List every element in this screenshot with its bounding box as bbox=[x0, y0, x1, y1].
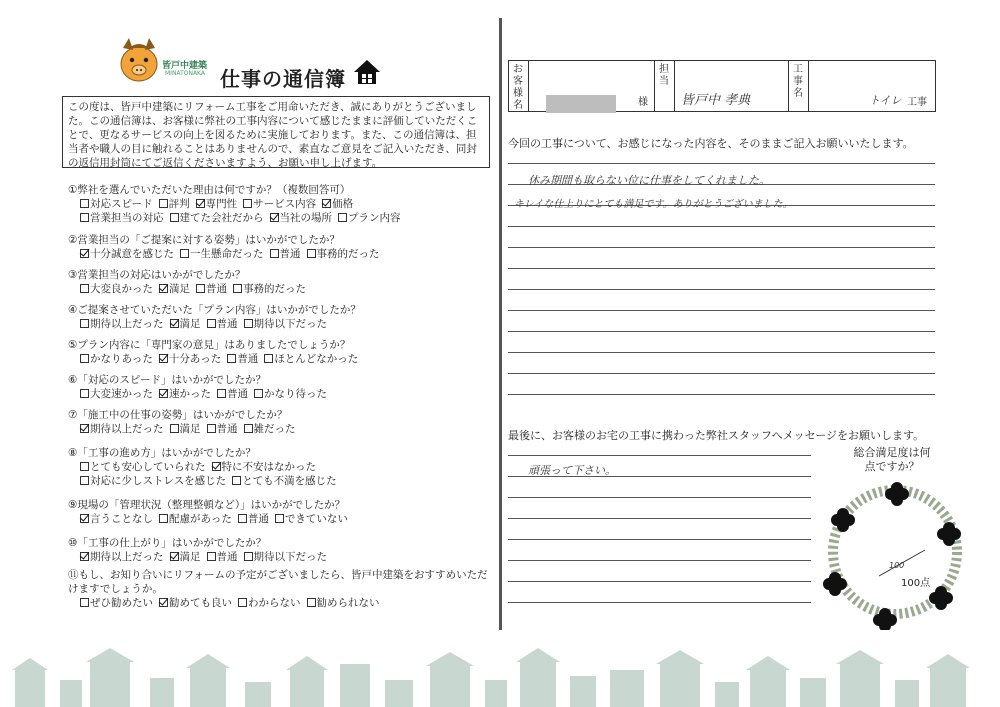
checkbox-checked[interactable] bbox=[80, 249, 89, 258]
checkbox[interactable] bbox=[80, 462, 89, 471]
option-label: かなりあった bbox=[90, 353, 153, 365]
company-logo-subtext: MINATONAKA bbox=[165, 70, 205, 77]
option[interactable] bbox=[180, 248, 264, 260]
ruled-line bbox=[508, 602, 811, 603]
option-label: 雑だった bbox=[253, 423, 296, 435]
option-label: 満足 bbox=[169, 283, 190, 295]
checkbox-checked[interactable] bbox=[196, 199, 205, 208]
option-label: 一生懸命だった bbox=[190, 248, 264, 260]
work-label-cell bbox=[789, 61, 809, 111]
option-label: プラン内容 bbox=[348, 212, 401, 224]
option-label: 配慮があった bbox=[169, 513, 232, 525]
option[interactable] bbox=[196, 283, 227, 295]
question-title: ⑦「施工中の仕事の姿勢」はいかがでしたか？ bbox=[68, 409, 288, 421]
ruled-line bbox=[508, 373, 935, 374]
option[interactable] bbox=[80, 388, 153, 400]
option[interactable] bbox=[232, 475, 337, 487]
option[interactable] bbox=[159, 283, 190, 295]
option[interactable] bbox=[80, 551, 164, 563]
redacted-customer-name bbox=[546, 95, 616, 113]
option-label: 対応スピード bbox=[90, 198, 153, 210]
option[interactable] bbox=[233, 283, 306, 295]
option[interactable] bbox=[307, 248, 380, 260]
checkbox[interactable] bbox=[243, 199, 252, 208]
score-handwritten: 100 bbox=[889, 561, 905, 570]
option-row bbox=[68, 247, 386, 261]
option[interactable] bbox=[159, 388, 211, 400]
checkbox[interactable] bbox=[80, 389, 89, 398]
question-title: ⑨現場の「管理状況（整理整頓など）」はいかがでしたか？ bbox=[68, 499, 346, 511]
option-label: 建てた会社だから bbox=[179, 212, 264, 224]
option[interactable] bbox=[244, 423, 296, 435]
option[interactable] bbox=[170, 551, 201, 563]
comment-handwritten-line-1: 休み期間も取らない位に仕事をしてくれました。 bbox=[528, 174, 770, 187]
option-label: 普通 bbox=[279, 248, 301, 260]
question-title: ⑩「工事の仕上がり」はいかがでしたか？ bbox=[68, 537, 267, 549]
checkbox[interactable] bbox=[207, 552, 216, 561]
checkbox[interactable] bbox=[80, 354, 89, 363]
option-row bbox=[68, 550, 333, 564]
checkbox-checked[interactable] bbox=[80, 514, 89, 523]
option-label: 普通 bbox=[216, 318, 238, 330]
option[interactable] bbox=[159, 198, 190, 210]
option-label: ぜひ勧めたい bbox=[90, 597, 153, 609]
option-label: できていない bbox=[284, 513, 348, 525]
option-label: 特に不安はなかった bbox=[221, 461, 316, 473]
option[interactable] bbox=[338, 212, 401, 224]
intro-text-box: この度は、皆戸中建築にリフォーム工事をご用命いただき、誠にありがとうございました。この通信簿は、お客様に弊社の工事内容について感じたままに評価していただくことで、更なるサービスの向上を図るために実施しております。また、この通信簿は、担当者や職人の目に触れることはありませんので、素直なご意見をご記入いただき、同封の返信用封筒にてご返信くださいますよう、お願い申し上げます。 bbox=[62, 96, 490, 168]
honorific-label: 様 bbox=[638, 97, 648, 108]
checkbox-checked[interactable] bbox=[80, 552, 89, 561]
option[interactable] bbox=[270, 248, 301, 260]
checkbox[interactable] bbox=[244, 424, 253, 433]
question-10 bbox=[68, 536, 333, 564]
option[interactable] bbox=[307, 597, 380, 609]
question-5 bbox=[68, 338, 364, 366]
option-label: 対応に少しストレスを感じた bbox=[90, 475, 227, 487]
checkbox[interactable] bbox=[170, 424, 179, 433]
comment-prompt: 今回の工事について、お感じになった内容を、そのままご記入お願いいたします。 bbox=[508, 137, 914, 150]
page-title: 仕事の通信簿 bbox=[220, 67, 346, 91]
ruled-line bbox=[508, 352, 935, 353]
ruled-line bbox=[508, 331, 935, 332]
staff-label: 担当 bbox=[659, 64, 669, 87]
ruled-line bbox=[508, 289, 935, 290]
option-label: 大変速かった bbox=[90, 388, 153, 400]
checkbox[interactable] bbox=[270, 249, 279, 258]
checkbox[interactable] bbox=[307, 249, 316, 258]
option[interactable] bbox=[80, 248, 174, 260]
checkbox[interactable] bbox=[238, 514, 247, 523]
option-label: 十分あった bbox=[168, 353, 222, 365]
checkbox-checked[interactable] bbox=[159, 598, 168, 607]
checkbox[interactable] bbox=[338, 213, 347, 222]
option[interactable] bbox=[80, 198, 153, 210]
checkbox[interactable] bbox=[80, 476, 89, 485]
option[interactable] bbox=[80, 212, 164, 224]
option[interactable] bbox=[227, 353, 258, 365]
question-4 bbox=[68, 303, 361, 331]
option-label: 事務的だった bbox=[316, 248, 380, 260]
option-label: 期待以下だった bbox=[253, 318, 327, 330]
option-label: 当社の場所 bbox=[279, 212, 332, 224]
work-suffix-label: 工事 bbox=[907, 97, 927, 108]
option[interactable] bbox=[80, 475, 226, 487]
checkbox[interactable] bbox=[80, 213, 89, 222]
option[interactable] bbox=[80, 597, 153, 609]
ruled-line bbox=[508, 268, 935, 269]
option[interactable] bbox=[159, 513, 232, 525]
question-title: ①弊社を選んでいただいた理由は何ですか？（複数回答可） bbox=[68, 184, 351, 196]
option-label: 普通 bbox=[247, 513, 269, 525]
ruled-line bbox=[508, 560, 811, 561]
checkbox[interactable] bbox=[244, 319, 253, 328]
option-row bbox=[68, 211, 407, 225]
question-6 bbox=[68, 373, 333, 401]
option-label: とても安心していられた bbox=[90, 461, 206, 473]
option-label: 期待以上だった bbox=[90, 318, 164, 330]
option-label: かなり待った bbox=[264, 388, 327, 400]
checkbox[interactable] bbox=[232, 476, 241, 485]
question-7 bbox=[68, 408, 302, 436]
option[interactable] bbox=[238, 513, 269, 525]
work-label: 工事名 bbox=[793, 64, 803, 99]
option-row bbox=[68, 282, 312, 296]
option-label: とても不満を感じた bbox=[242, 475, 337, 487]
page-fold-divider bbox=[499, 18, 502, 630]
checkbox-checked[interactable] bbox=[80, 424, 89, 433]
option[interactable] bbox=[170, 212, 264, 224]
option[interactable] bbox=[207, 423, 238, 435]
checkbox[interactable] bbox=[170, 213, 179, 222]
question-title: ⑤プラン内容に「専門家の意見」はありましたでしょうか？ bbox=[68, 339, 351, 351]
checkbox[interactable] bbox=[159, 514, 168, 523]
option-row bbox=[68, 387, 333, 401]
checkbox[interactable] bbox=[207, 319, 216, 328]
option[interactable] bbox=[244, 551, 328, 563]
option[interactable] bbox=[170, 423, 201, 435]
score-printed-label: 100点 bbox=[901, 578, 931, 589]
flower-wreath-icon bbox=[815, 470, 975, 630]
option-row bbox=[68, 422, 302, 436]
option[interactable] bbox=[322, 198, 353, 210]
option[interactable] bbox=[159, 353, 221, 365]
checkbox[interactable] bbox=[180, 249, 189, 258]
option-row bbox=[68, 474, 343, 488]
option[interactable] bbox=[159, 597, 232, 609]
option-label: 十分誠意を感じた bbox=[90, 248, 174, 260]
option[interactable] bbox=[80, 461, 206, 473]
option[interactable] bbox=[244, 318, 328, 330]
option-label: 大変良かった bbox=[90, 283, 153, 295]
option-label: 勧めても良い bbox=[169, 597, 232, 609]
ruled-line bbox=[508, 455, 811, 456]
option-label: 期待以下だった bbox=[253, 551, 327, 563]
option[interactable] bbox=[270, 212, 333, 224]
option[interactable] bbox=[80, 423, 164, 435]
checkbox-checked[interactable] bbox=[159, 354, 168, 363]
option[interactable] bbox=[238, 597, 301, 609]
checkbox[interactable] bbox=[217, 389, 226, 398]
option-row bbox=[68, 317, 361, 331]
option[interactable] bbox=[243, 198, 316, 210]
question-title: ④ご提案させていただいた「プラン内容」はいかがでしたか？ bbox=[68, 304, 361, 316]
staff-name-cell bbox=[675, 61, 789, 111]
question-2 bbox=[68, 233, 386, 261]
ruled-line bbox=[508, 163, 935, 164]
message-handwritten: 頑張って下さい。 bbox=[528, 464, 616, 477]
checkbox[interactable] bbox=[254, 389, 263, 398]
question-title: ⑥「対応のスピード」はいかがでしたか？ bbox=[68, 374, 266, 386]
option-row bbox=[68, 197, 407, 211]
question-title: ⑪もし、お知り合いにリフォームの予定がございましたら、皆戸中建築をおすすめいただけますでしょうか。 bbox=[68, 569, 488, 595]
option-label: 普通 bbox=[216, 551, 238, 563]
option-row bbox=[68, 460, 343, 474]
checkbox-checked[interactable] bbox=[170, 552, 179, 561]
ruled-line bbox=[508, 581, 811, 582]
option-row bbox=[68, 352, 364, 366]
work-name-cell bbox=[809, 61, 935, 111]
checkbox[interactable] bbox=[196, 284, 205, 293]
option-label: 評判 bbox=[168, 198, 190, 210]
checkbox-checked[interactable] bbox=[159, 389, 168, 398]
option[interactable] bbox=[254, 388, 327, 400]
house-icon bbox=[352, 58, 382, 86]
option-label: サービス内容 bbox=[253, 198, 317, 210]
option[interactable] bbox=[275, 513, 348, 525]
option-row bbox=[68, 512, 354, 526]
staff-label-cell bbox=[655, 61, 675, 111]
ruled-line bbox=[508, 518, 811, 519]
option-label: 価格 bbox=[332, 198, 354, 210]
checkbox-checked[interactable] bbox=[159, 284, 168, 293]
ruled-line bbox=[508, 497, 811, 498]
checkbox[interactable] bbox=[159, 199, 168, 208]
customer-label-cell bbox=[509, 61, 529, 111]
question-title: ②営業担当の「ご提案に対する姿勢」はいかがでしたか？ bbox=[68, 234, 340, 246]
customer-label: お客様名 bbox=[513, 64, 523, 111]
checkbox[interactable] bbox=[80, 284, 89, 293]
boar-mascot-icon bbox=[115, 34, 163, 84]
checkbox[interactable] bbox=[307, 598, 316, 607]
option-label: 満足 bbox=[179, 551, 201, 563]
option[interactable] bbox=[80, 318, 164, 330]
question-title: ⑧「工事の進め方」はいかがでしたか？ bbox=[68, 447, 256, 459]
ruled-line bbox=[508, 394, 935, 395]
option-label: 満足 bbox=[179, 318, 201, 330]
checkbox[interactable] bbox=[238, 598, 247, 607]
option-row bbox=[68, 596, 488, 610]
ruled-line bbox=[508, 539, 811, 540]
option-label: わからない bbox=[248, 597, 301, 609]
company-logo-text: 皆戸中建築 bbox=[162, 61, 208, 71]
option[interactable] bbox=[196, 198, 238, 210]
town-skyline-decoration bbox=[0, 640, 1000, 707]
option-label: 普通 bbox=[237, 353, 259, 365]
staff-name-handwritten: 皆戸中 孝典 bbox=[681, 93, 751, 108]
checkbox[interactable] bbox=[227, 354, 236, 363]
option-label: 専門性 bbox=[205, 198, 238, 210]
question-9 bbox=[68, 498, 354, 526]
question-title: ③営業担当の対応はいかがでしたか？ bbox=[68, 269, 246, 281]
option-label: 速かった bbox=[169, 388, 211, 400]
option[interactable] bbox=[80, 353, 153, 365]
checkbox-checked[interactable] bbox=[170, 319, 179, 328]
work-name-handwritten: トイレ bbox=[869, 94, 902, 107]
checkbox[interactable] bbox=[80, 319, 89, 328]
option[interactable] bbox=[170, 318, 201, 330]
checkbox[interactable] bbox=[80, 598, 89, 607]
checkbox[interactable] bbox=[275, 514, 284, 523]
option[interactable] bbox=[207, 318, 238, 330]
option[interactable] bbox=[217, 388, 248, 400]
option[interactable] bbox=[212, 461, 317, 473]
message-prompt: 最後に、お客様のお宅の工事に携わった弊社スタッフへメッセージをお願いします。 bbox=[508, 429, 925, 442]
option[interactable] bbox=[80, 283, 153, 295]
checkbox[interactable] bbox=[233, 284, 242, 293]
checkbox-checked[interactable] bbox=[322, 199, 331, 208]
question-3 bbox=[68, 268, 312, 296]
option-label: 期待以上だった bbox=[90, 551, 164, 563]
comment-handwritten-line-2: キレイな仕上りにとても満足です。ありがとうございました。 bbox=[514, 199, 793, 210]
option-label: ほとんどなかった bbox=[274, 353, 359, 365]
option-label: 勧められない bbox=[316, 597, 380, 609]
ruled-line bbox=[508, 310, 935, 311]
option-label: 普通 bbox=[227, 388, 248, 400]
option-label: 期待以上だった bbox=[90, 423, 164, 435]
option-label: 営業担当の対応 bbox=[90, 212, 164, 224]
option-label: 満足 bbox=[179, 423, 201, 435]
ruled-line bbox=[508, 247, 935, 248]
checkbox[interactable] bbox=[244, 552, 253, 561]
checkbox[interactable] bbox=[80, 199, 89, 208]
option[interactable] bbox=[264, 353, 358, 365]
question-1 bbox=[68, 183, 407, 225]
checkbox-checked[interactable] bbox=[270, 213, 279, 222]
option-label: 言うことなし bbox=[90, 513, 153, 525]
option-label: 普通 bbox=[206, 283, 227, 295]
option[interactable] bbox=[80, 513, 153, 525]
question-11 bbox=[68, 568, 488, 610]
checkbox-checked[interactable] bbox=[212, 462, 221, 471]
option[interactable] bbox=[207, 551, 238, 563]
ruled-line bbox=[508, 226, 935, 227]
option-label: 普通 bbox=[216, 423, 238, 435]
score-question: 総合満足度は何点ですか？ bbox=[853, 446, 931, 473]
question-8 bbox=[68, 446, 343, 488]
option-label: 事務的だった bbox=[243, 283, 306, 295]
checkbox[interactable] bbox=[264, 354, 273, 363]
checkbox[interactable] bbox=[207, 424, 216, 433]
